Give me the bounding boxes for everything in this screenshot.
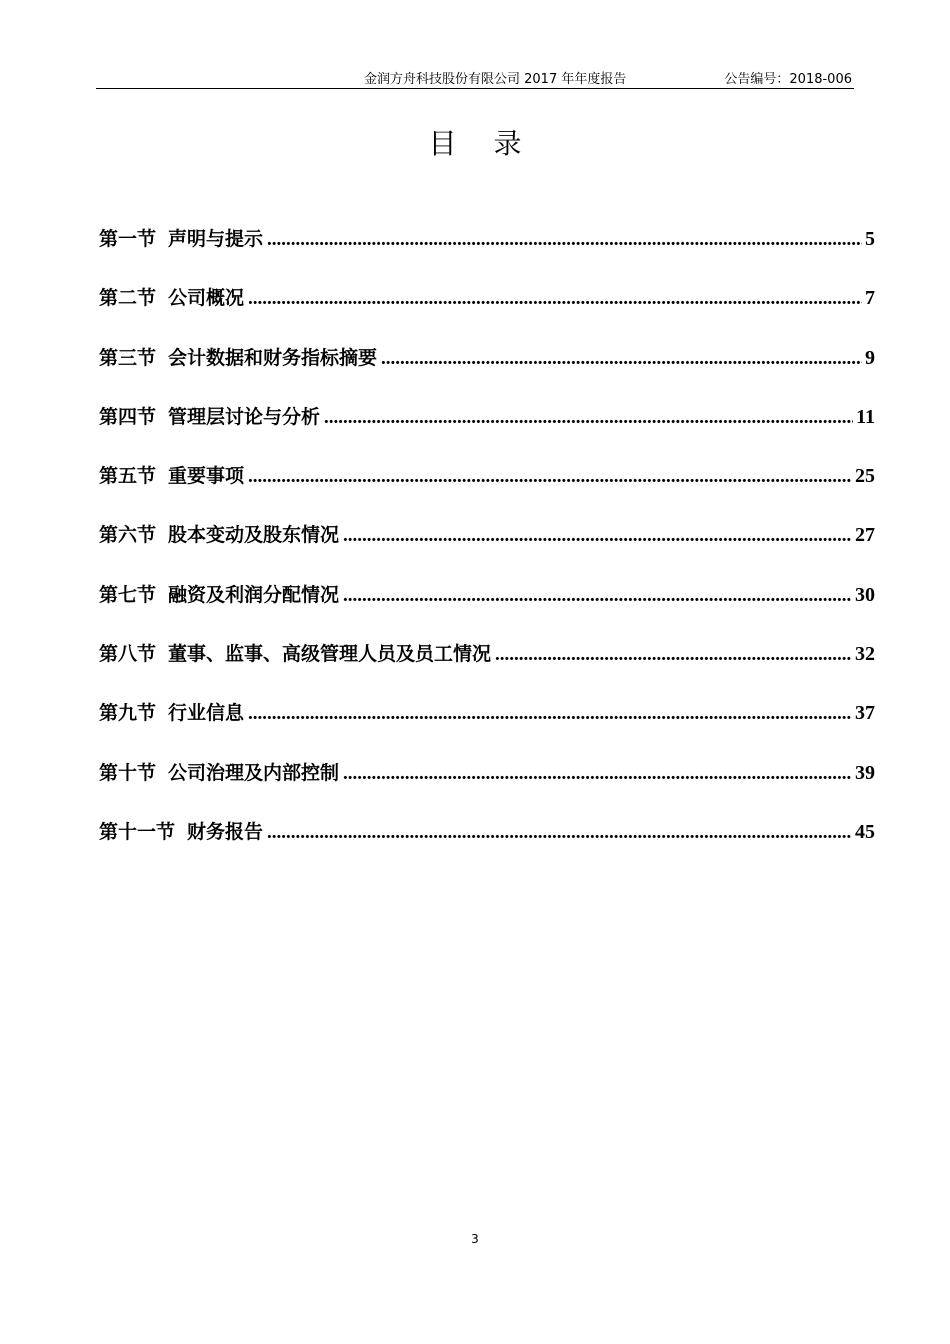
toc-page-number: 32: [855, 643, 875, 666]
toc-item-3[interactable]: [99, 343, 875, 402]
toc-section-number: 第十节: [99, 761, 157, 784]
toc-item-1[interactable]: [99, 224, 875, 283]
toc-page-number: 25: [855, 465, 875, 488]
toc-item-5[interactable]: [99, 461, 875, 520]
toc-title: 目 录: [428, 127, 536, 160]
toc-section-title: 财务报告: [187, 820, 264, 843]
toc-section-number: 第八节: [99, 643, 157, 666]
dot-leader: [343, 525, 852, 547]
dot-leader: [343, 585, 852, 607]
report-title: 金润方舟科技股份有限公司 2017 年年度报告: [364, 72, 627, 87]
toc-page-number: 39: [855, 761, 875, 784]
dot-leader: [267, 822, 852, 844]
toc-item-4[interactable]: [99, 402, 875, 461]
toc-item-11[interactable]: [99, 817, 875, 876]
toc-item-10[interactable]: [99, 758, 875, 817]
dot-leader: [381, 348, 862, 370]
toc-section-title: 管理层讨论与分析: [168, 405, 321, 428]
toc-item-2[interactable]: [99, 283, 875, 342]
dot-leader: [343, 763, 852, 785]
toc-page-number: 9: [865, 346, 875, 369]
toc-section-title: 公司治理及内部控制: [168, 761, 340, 784]
toc-section-number: 第十一节: [99, 820, 176, 843]
dot-leader: [248, 703, 852, 725]
toc-page-number: 30: [855, 583, 875, 606]
toc-page-number: 5: [865, 228, 875, 250]
toc-section-title: 公司概况: [168, 287, 245, 310]
toc-section-title: 会计数据和财务指标摘要: [168, 346, 378, 369]
toc-section-title: 声明与提示: [168, 228, 264, 250]
toc-section-number: 第四节: [99, 405, 157, 428]
toc-section-title: 董事、监事、高级管理人员及员工情况: [168, 643, 492, 666]
page-number: 3: [471, 1232, 479, 1246]
dot-leader: [324, 407, 853, 429]
toc-section-number: 第六节: [99, 524, 157, 547]
toc-item-8[interactable]: [99, 639, 875, 698]
toc-section-number: 第九节: [99, 702, 157, 725]
dot-leader: [495, 644, 852, 666]
header-rule: [96, 88, 854, 89]
page-header: [96, 66, 854, 86]
toc-section-number: 第二节: [99, 287, 157, 310]
toc-section-number: 第一节: [99, 228, 157, 250]
toc-item-7[interactable]: [99, 580, 875, 639]
toc-section-title: 融资及利润分配情况: [168, 583, 340, 606]
toc-section-number: 第三节: [99, 346, 157, 369]
toc-section-title: 行业信息: [168, 702, 245, 725]
toc-section-title: 重要事项: [168, 465, 245, 488]
toc-page-number: 45: [855, 820, 875, 843]
toc-item-9[interactable]: [99, 698, 875, 757]
toc-section-number: 第七节: [99, 583, 157, 606]
toc-section-number: 第五节: [99, 465, 157, 488]
table-of-contents: [99, 224, 875, 876]
toc-page-number: 37: [855, 702, 875, 725]
dot-leader: [248, 288, 862, 310]
toc-page-number: 27: [855, 524, 875, 547]
toc-section-title: 股本变动及股东情况: [168, 524, 340, 547]
notice-number: 公告编号：2018-006: [724, 72, 852, 87]
dot-leader: [248, 466, 852, 488]
dot-leader: [267, 229, 862, 251]
toc-item-6[interactable]: [99, 520, 875, 579]
toc-page-number: 7: [865, 287, 875, 310]
toc-page-number: 11: [856, 405, 875, 428]
